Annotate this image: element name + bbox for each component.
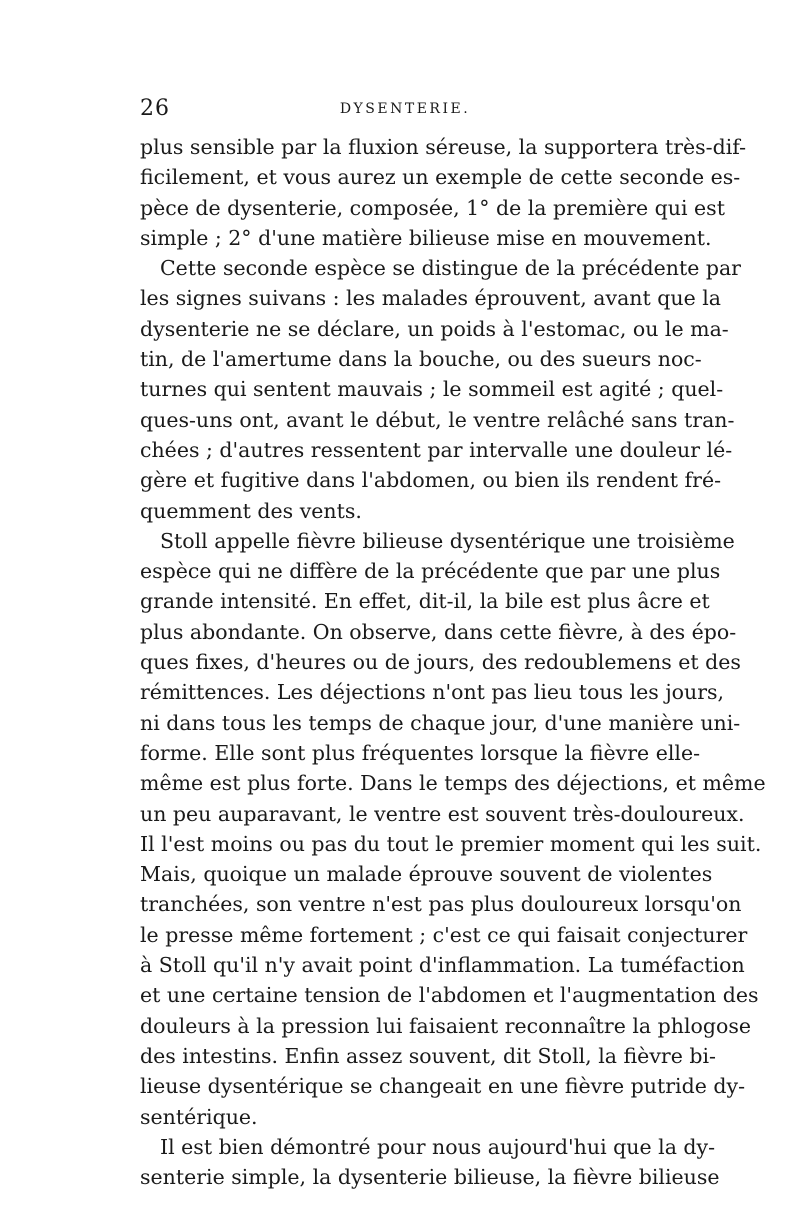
text-line: simple ; 2° d'une matière bilieuse mise en mouvement. <box>140 225 712 250</box>
text-line: ques fixes, d'heures ou de jours, des redoublemens et des <box>140 650 741 675</box>
text-line: lieuse dysentérique se changeait en une fièvre putride dy- <box>140 1074 746 1099</box>
text-line: gère et fugitive dans l'abdomen, ou bien ils rendent fré- <box>140 468 722 493</box>
page-number: 26 <box>140 96 170 121</box>
text-line: à Stoll qu'il n'y avait point d'inflammation. La tuméfaction <box>140 953 745 978</box>
running-title: DYSENTERIE. <box>339 101 471 117</box>
text-line: sentérique. <box>140 1104 258 1129</box>
text-line: forme. Elle sont plus fréquentes lorsque la fièvre elle- <box>140 740 701 765</box>
text-line: ques-uns ont, avant le début, le ventre relâché sans tran- <box>140 407 735 432</box>
body-text <box>140 132 766 1192</box>
text-line: pèce de dysenterie, composée, 1° de la première qui est <box>140 195 725 220</box>
text-line: Mais, quoique un malade éprouve souvent de violentes <box>140 862 713 887</box>
text-line: le presse même fortement ; c'est ce qui faisait conjecturer <box>140 922 748 947</box>
text-line: les signes suivans : les malades éprouvent, avant que la <box>140 286 722 311</box>
text-line: senterie simple, la dysenterie bilieuse, la fièvre bilieuse <box>140 1165 720 1190</box>
text-line: douleurs à la pression lui faisaient reconnaître la phlogose <box>140 1013 751 1038</box>
text-line: ni dans tous les temps de chaque jour, d'une manière uni- <box>140 710 741 735</box>
text-line: espèce qui ne diffère de la précédente que par une plus <box>140 559 721 584</box>
text-line: même est plus forte. Dans le temps des déjections, et même <box>140 771 766 796</box>
text-line: Il l'est moins ou pas du tout le premier moment qui les suit. <box>140 831 762 856</box>
text-line: Stoll appelle fièvre bilieuse dysentérique une troisième <box>160 528 735 553</box>
text-line: Il est bien démontré pour nous aujourd'hui que la dy- <box>160 1134 716 1159</box>
text-line: turnes qui sentent mauvais ; le sommeil est agité ; quel- <box>140 377 724 402</box>
text-line: plus sensible par la fluxion séreuse, la supportera très-dif- <box>140 135 747 159</box>
text-line: un peu auparavant, le ventre est souvent très-douloureux. <box>140 801 745 826</box>
text-line: des intestins. Enfin assez souvent, dit Stoll, la fièvre bi- <box>140 1043 716 1068</box>
text-line: chées ; d'autres ressentent par intervalle une douleur lé- <box>140 437 733 462</box>
text-line: tin, de l'amertume dans la bouche, ou des sueurs noc- <box>140 347 702 372</box>
text-line: dysenterie ne se déclare, un poids à l'estomac, ou le ma- <box>140 316 729 341</box>
text-line: tranchées, son ventre n'est pas plus douloureux lorsqu'on <box>140 892 742 917</box>
running-head <box>140 96 670 126</box>
text-line: Cette seconde espèce se distingue de la précédente par <box>160 256 741 281</box>
text-line: et une certaine tension de l'abdomen et l'augmentation des <box>140 983 759 1008</box>
text-line: ficilement, et vous aurez un exemple de cette seconde es- <box>140 165 741 190</box>
text-line: plus abondante. On observe, dans cette fièvre, à des épo- <box>140 619 737 644</box>
text-line: rémittences. Les déjections n'ont pas lieu tous les jours, <box>140 680 725 705</box>
text-line: grande intensité. En effet, dit-il, la bile est plus âcre et <box>140 589 710 614</box>
text-line: quemment des vents. <box>140 498 362 523</box>
